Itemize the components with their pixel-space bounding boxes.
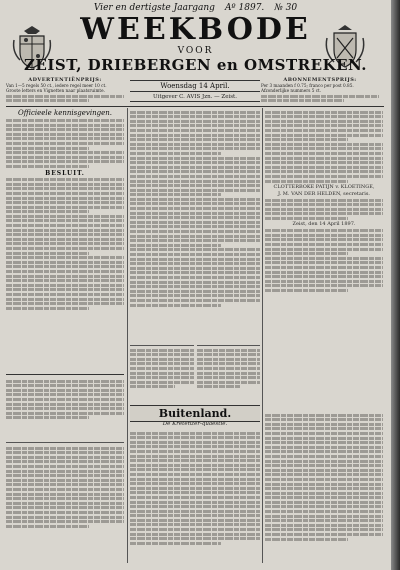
column-notices-right xyxy=(265,109,383,409)
notice-date: Zeist, den 14 April 1897. xyxy=(292,221,356,228)
besluit-heading: BESLUIT. xyxy=(45,170,85,178)
subscription-rates-heading: ABONNEMENTSPRIJS: xyxy=(283,77,357,83)
advertisement-rates xyxy=(6,78,124,104)
notice-divider-left xyxy=(6,374,124,375)
advertisement-block-left xyxy=(6,442,124,565)
advertisement-rate-line-2: Groote letters en Vignetten naar plaatsruimte. xyxy=(6,88,105,93)
column-official-notices xyxy=(6,109,124,371)
masthead xyxy=(0,14,391,74)
column-divider-2 xyxy=(262,108,263,563)
header-divider xyxy=(6,106,384,107)
foreign-news-heading: Buitenland. xyxy=(130,405,260,422)
advertisement-rate-line-1: Van 1—5 regels 50 ct., iedere regel meer 10 ct. xyxy=(6,83,107,88)
newspaper-title: WEEKBODE xyxy=(80,12,311,47)
company-name: CLOTTERBOKE PATIJN v. KLOETINGE, xyxy=(273,183,375,190)
official-notices-heading: Officieele kennisgevingen. xyxy=(18,109,112,117)
publisher-line: Uitgever C. AVIS Jzn. — Zeist. xyxy=(130,94,260,102)
advertisement-middle-right xyxy=(197,345,260,405)
subscription-rate-line-1: Per 3 maanden f 0.75; franco per post 0.85. xyxy=(261,83,354,88)
column-foreign-news xyxy=(130,430,260,562)
issue-date: Woensdag 14 April. xyxy=(130,80,260,92)
year-text: Aº 1897. xyxy=(224,3,265,13)
advertisement-rates-heading: ADVERTENTIËNPRIJS: xyxy=(28,77,102,83)
region-title: ZEIST, DRIEBERGEN en OMSTREKEN. xyxy=(23,56,368,74)
volume-text: Vier en dertigste Jaargang xyxy=(93,3,215,13)
masthead-voor: VOOR xyxy=(177,46,214,56)
issue-number: № 30 xyxy=(274,3,298,13)
classified-notices xyxy=(6,378,124,438)
page-edge xyxy=(391,0,400,570)
advertisement-middle-left xyxy=(130,345,194,405)
column-divider-1 xyxy=(127,108,128,563)
subscription-rate-line-2: Afzonderlijke nummers 5 ct. xyxy=(261,88,322,93)
foreign-news-subheading: De Kretenzer-quaestie. xyxy=(162,421,228,427)
column-foreign-news-continued xyxy=(265,412,383,562)
subscription-rates xyxy=(261,78,379,104)
signatory-name: J. M. VAN DER HELDEN, secretaris. xyxy=(278,190,370,197)
